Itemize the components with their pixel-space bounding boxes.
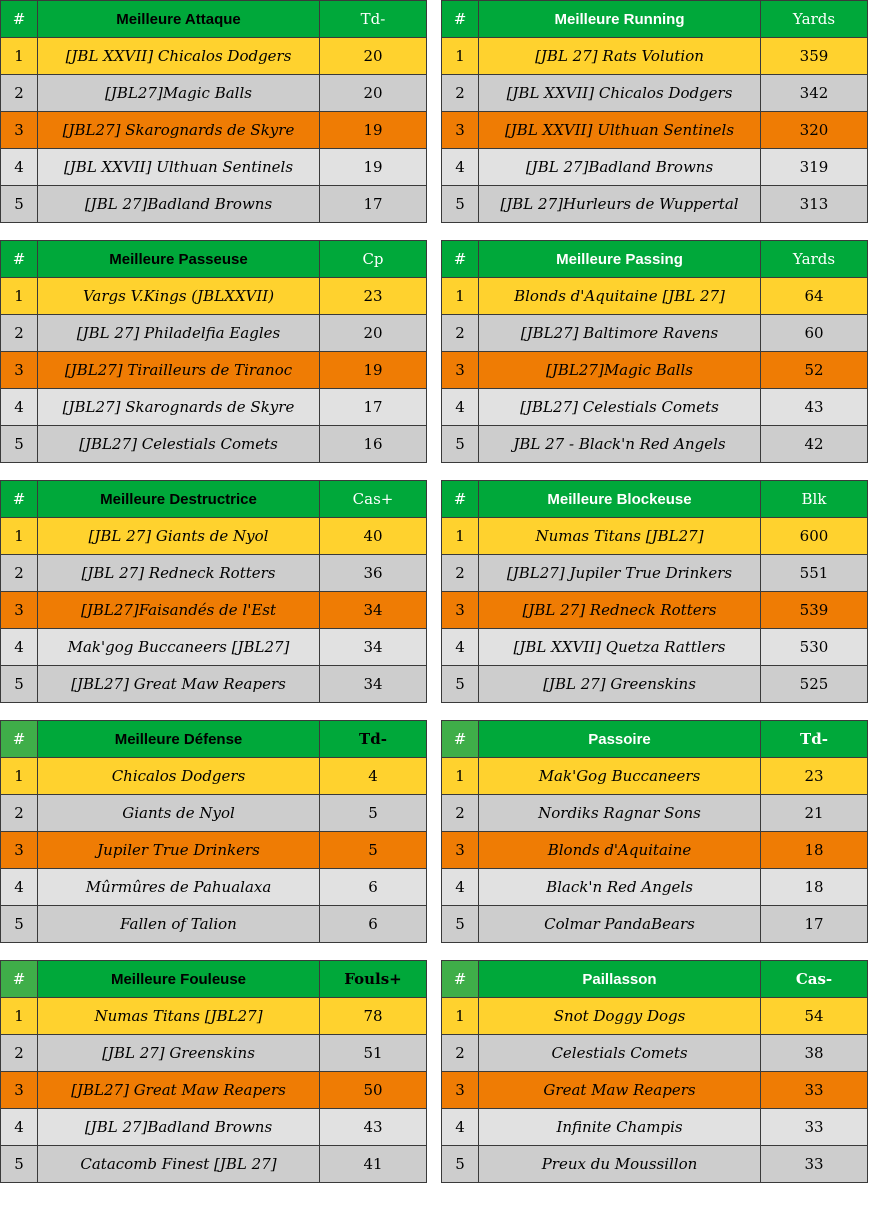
team-cell: Mûrmûres de Pahualaxa (38, 869, 320, 906)
value-cell: 5 (320, 795, 427, 832)
value-cell: 17 (761, 906, 868, 943)
rank-cell: 2 (442, 555, 479, 592)
value-cell: 33 (761, 1146, 868, 1183)
rank-cell: 2 (442, 1035, 479, 1072)
value-cell: 33 (761, 1072, 868, 1109)
table-row (1, 758, 427, 795)
value-cell: 320 (761, 112, 868, 149)
table-title: Meilleure Passeuse (38, 241, 320, 278)
table-row (442, 906, 868, 943)
rank-cell: 3 (1, 592, 38, 629)
stat-column-header: Cas+ (320, 481, 427, 518)
table-row (442, 518, 868, 555)
table-row (1, 112, 427, 149)
table-row (1, 186, 427, 223)
team-cell: Preux du Moussillon (479, 1146, 761, 1183)
table-row (1, 592, 427, 629)
value-cell: 20 (320, 315, 427, 352)
rank-column-header: # (1, 961, 38, 998)
rank-cell: 3 (442, 592, 479, 629)
value-cell: 60 (761, 315, 868, 352)
team-cell: Mak'Gog Buccaneers (479, 758, 761, 795)
value-cell: 19 (320, 112, 427, 149)
rank-cell: 2 (442, 75, 479, 112)
table-row (1, 389, 427, 426)
value-cell: 36 (320, 555, 427, 592)
table-meilleure-passing (441, 240, 868, 463)
value-cell: 20 (320, 75, 427, 112)
rank-cell: 1 (1, 998, 38, 1035)
table-row (1, 869, 427, 906)
value-cell: 530 (761, 629, 868, 666)
value-cell: 4 (320, 758, 427, 795)
value-cell: 539 (761, 592, 868, 629)
rank-cell: 1 (1, 278, 38, 315)
table-title: Meilleure Passing (479, 241, 761, 278)
team-cell: [JBL27] Skarognards de Skyre (38, 389, 320, 426)
table-header-row (442, 481, 868, 518)
team-cell: [JBL27] Skarognards de Skyre (38, 112, 320, 149)
stat-column-header: Td- (761, 721, 868, 758)
team-cell: Catacomb Finest [JBL 27] (38, 1146, 320, 1183)
table-meilleure-passeuse (0, 240, 427, 463)
rank-column-header: # (1, 1, 38, 38)
table-row (442, 1072, 868, 1109)
table-row (442, 1146, 868, 1183)
table-header-row (1, 241, 427, 278)
rank-column-header: # (1, 241, 38, 278)
rank-cell: 4 (442, 869, 479, 906)
team-cell: JBL 27 - Black'n Red Angels (479, 426, 761, 463)
table-row (1, 666, 427, 703)
stat-column-header: Yards (761, 241, 868, 278)
value-cell: 5 (320, 832, 427, 869)
stat-column-header: Cp (320, 241, 427, 278)
table-row (1, 832, 427, 869)
team-cell: [JBL27] Great Maw Reapers (38, 1072, 320, 1109)
value-cell: 43 (320, 1109, 427, 1146)
team-cell: [JBL 27]Badland Browns (38, 186, 320, 223)
value-cell: 551 (761, 555, 868, 592)
table-row (1, 629, 427, 666)
value-cell: 50 (320, 1072, 427, 1109)
table-row (442, 1035, 868, 1072)
value-cell: 42 (761, 426, 868, 463)
table-row (442, 38, 868, 75)
table-row (442, 629, 868, 666)
value-cell: 19 (320, 149, 427, 186)
rank-cell: 4 (442, 629, 479, 666)
value-cell: 64 (761, 278, 868, 315)
rank-cell: 2 (442, 315, 479, 352)
rank-cell: 3 (1, 112, 38, 149)
value-cell: 33 (761, 1109, 868, 1146)
team-cell: [JBL27] Baltimore Ravens (479, 315, 761, 352)
rank-cell: 1 (442, 278, 479, 315)
rank-cell: 3 (442, 352, 479, 389)
team-cell: Infinite Champis (479, 1109, 761, 1146)
team-cell: Colmar PandaBears (479, 906, 761, 943)
table-row (442, 592, 868, 629)
table-header-row (442, 241, 868, 278)
rank-cell: 5 (442, 906, 479, 943)
stat-column-header: Cas- (761, 961, 868, 998)
table-row (1, 998, 427, 1035)
team-cell: Black'n Red Angels (479, 869, 761, 906)
rank-cell: 5 (1, 666, 38, 703)
rank-cell: 1 (1, 38, 38, 75)
team-cell: [JBL 27] Greenskins (38, 1035, 320, 1072)
table-row (442, 832, 868, 869)
stat-column-header: Yards (761, 1, 868, 38)
team-cell: [JBL27] Great Maw Reapers (38, 666, 320, 703)
table-row (442, 112, 868, 149)
table-row (442, 315, 868, 352)
team-cell: [JBL XXVII] Chicalos Dodgers (479, 75, 761, 112)
rank-column-header: # (1, 721, 38, 758)
rank-column-header: # (442, 1, 479, 38)
table-row (1, 795, 427, 832)
table-paillasson (441, 960, 868, 1183)
rank-cell: 1 (442, 38, 479, 75)
team-cell: Vargs V.Kings (JBLXXVII) (38, 278, 320, 315)
rank-cell: 4 (442, 149, 479, 186)
value-cell: 19 (320, 352, 427, 389)
value-cell: 21 (761, 795, 868, 832)
table-row (1, 1109, 427, 1146)
value-cell: 23 (761, 758, 868, 795)
table-header-row (1, 1, 427, 38)
team-cell: [JBL 27] Redneck Rotters (38, 555, 320, 592)
rank-column-header: # (442, 481, 479, 518)
value-cell: 54 (761, 998, 868, 1035)
team-cell: Snot Doggy Dogs (479, 998, 761, 1035)
team-cell: [JBL 27] Rats Volution (479, 38, 761, 75)
table-title: Meilleure Attaque (38, 1, 320, 38)
value-cell: 41 (320, 1146, 427, 1183)
table-title: Paillasson (479, 961, 761, 998)
team-cell: [JBL 27]Hurleurs de Wuppertal (479, 186, 761, 223)
rank-cell: 1 (442, 758, 479, 795)
table-row (1, 149, 427, 186)
table-title: Meilleure Défense (38, 721, 320, 758)
value-cell: 34 (320, 592, 427, 629)
value-cell: 40 (320, 518, 427, 555)
table-header-row (1, 481, 427, 518)
rank-cell: 5 (1, 426, 38, 463)
team-cell: Giants de Nyol (38, 795, 320, 832)
table-header-row (442, 721, 868, 758)
rank-cell: 3 (1, 832, 38, 869)
table-row (1, 38, 427, 75)
value-cell: 51 (320, 1035, 427, 1072)
table-header-row (1, 961, 427, 998)
team-cell: Fallen of Talion (38, 906, 320, 943)
value-cell: 38 (761, 1035, 868, 1072)
value-cell: 319 (761, 149, 868, 186)
rank-cell: 3 (1, 1072, 38, 1109)
value-cell: 342 (761, 75, 868, 112)
table-row (1, 75, 427, 112)
team-cell: [JBL27] Tirailleurs de Tiranoc (38, 352, 320, 389)
value-cell: 313 (761, 186, 868, 223)
table-meilleure-attaque (0, 0, 427, 223)
team-cell: [JBL 27] Greenskins (479, 666, 761, 703)
rank-cell: 2 (1, 555, 38, 592)
table-meilleure-fouleuse (0, 960, 427, 1183)
value-cell: 600 (761, 518, 868, 555)
team-cell: Nordiks Ragnar Sons (479, 795, 761, 832)
table-row (1, 278, 427, 315)
rank-cell: 2 (1, 795, 38, 832)
stat-column-header: Td- (320, 1, 427, 38)
table-row (442, 186, 868, 223)
table-row (1, 352, 427, 389)
team-cell: [JBL XXVII] Ulthuan Sentinels (38, 149, 320, 186)
team-cell: [JBL 27] Redneck Rotters (479, 592, 761, 629)
team-cell: [JBL27]Magic Balls (38, 75, 320, 112)
rank-cell: 5 (442, 1146, 479, 1183)
stat-column-header: Td- (320, 721, 427, 758)
team-cell: Blonds d'Aquitaine [JBL 27] (479, 278, 761, 315)
table-row (1, 1035, 427, 1072)
value-cell: 359 (761, 38, 868, 75)
rank-column-header: # (442, 721, 479, 758)
rank-cell: 5 (1, 1146, 38, 1183)
table-header-row (442, 961, 868, 998)
table-header-row (442, 1, 868, 38)
team-cell: Numas Titans [JBL27] (479, 518, 761, 555)
rank-column-header: # (442, 961, 479, 998)
table-meilleure-destructrice (0, 480, 427, 703)
table-row (442, 389, 868, 426)
team-cell: [JBL27] Celestials Comets (479, 389, 761, 426)
table-row (1, 518, 427, 555)
value-cell: 52 (761, 352, 868, 389)
value-cell: 78 (320, 998, 427, 1035)
value-cell: 18 (761, 869, 868, 906)
team-cell: Mak'gog Buccaneers [JBL27] (38, 629, 320, 666)
rank-cell: 2 (442, 795, 479, 832)
rank-cell: 5 (442, 666, 479, 703)
table-row (442, 666, 868, 703)
team-cell: [JBL 27] Philadelfia Eagles (38, 315, 320, 352)
table-row (442, 998, 868, 1035)
table-title: Meilleure Running (479, 1, 761, 38)
table-row (442, 278, 868, 315)
table-row (1, 906, 427, 943)
rank-cell: 4 (442, 1109, 479, 1146)
stat-column-header: Fouls+ (320, 961, 427, 998)
value-cell: 23 (320, 278, 427, 315)
team-cell: Jupiler True Drinkers (38, 832, 320, 869)
team-cell: [JBL27] Celestials Comets (38, 426, 320, 463)
value-cell: 34 (320, 666, 427, 703)
table-header-row (1, 721, 427, 758)
rank-cell: 4 (1, 149, 38, 186)
rank-column-header: # (1, 481, 38, 518)
table-meilleure-blockeuse (441, 480, 868, 703)
team-cell: [JBL27]Magic Balls (479, 352, 761, 389)
table-row (442, 555, 868, 592)
table-row (442, 1109, 868, 1146)
table-row (442, 869, 868, 906)
table-row (442, 426, 868, 463)
team-cell: [JBL 27] Giants de Nyol (38, 518, 320, 555)
team-cell: [JBL 27]Badland Browns (479, 149, 761, 186)
rank-cell: 4 (1, 629, 38, 666)
table-row (1, 1072, 427, 1109)
rank-cell: 1 (1, 518, 38, 555)
rank-cell: 4 (1, 1109, 38, 1146)
table-row (1, 315, 427, 352)
team-cell: Numas Titans [JBL27] (38, 998, 320, 1035)
team-cell: [JBL XXVII] Ulthuan Sentinels (479, 112, 761, 149)
value-cell: 17 (320, 389, 427, 426)
table-row (442, 758, 868, 795)
value-cell: 17 (320, 186, 427, 223)
team-cell: Blonds d'Aquitaine (479, 832, 761, 869)
table-passoire (441, 720, 868, 943)
rank-cell: 1 (1, 758, 38, 795)
table-row (1, 426, 427, 463)
value-cell: 525 (761, 666, 868, 703)
table-meilleure-running (441, 0, 868, 223)
value-cell: 6 (320, 869, 427, 906)
value-cell: 16 (320, 426, 427, 463)
table-row (1, 555, 427, 592)
value-cell: 6 (320, 906, 427, 943)
table-title: Passoire (479, 721, 761, 758)
team-cell: [JBL 27]Badland Browns (38, 1109, 320, 1146)
table-title: Meilleure Fouleuse (38, 961, 320, 998)
team-cell: [JBL XXVII] Chicalos Dodgers (38, 38, 320, 75)
table-row (442, 75, 868, 112)
team-cell: [JBL27]Faisandés de l'Est (38, 592, 320, 629)
value-cell: 20 (320, 38, 427, 75)
team-cell: [JBL XXVII] Quetza Rattlers (479, 629, 761, 666)
table-row (1, 1146, 427, 1183)
rank-cell: 3 (1, 352, 38, 389)
team-cell: Chicalos Dodgers (38, 758, 320, 795)
value-cell: 18 (761, 832, 868, 869)
rank-cell: 4 (1, 389, 38, 426)
table-meilleure-defense (0, 720, 427, 943)
rank-column-header: # (442, 241, 479, 278)
table-title: Meilleure Blockeuse (479, 481, 761, 518)
team-cell: Celestials Comets (479, 1035, 761, 1072)
rank-cell: 5 (1, 186, 38, 223)
value-cell: 34 (320, 629, 427, 666)
rank-cell: 1 (442, 998, 479, 1035)
table-row (442, 149, 868, 186)
table-row (442, 795, 868, 832)
rank-cell: 1 (442, 518, 479, 555)
table-row (442, 352, 868, 389)
rank-cell: 3 (442, 112, 479, 149)
rank-cell: 3 (442, 832, 479, 869)
rank-cell: 5 (442, 426, 479, 463)
rank-cell: 2 (1, 1035, 38, 1072)
team-cell: Great Maw Reapers (479, 1072, 761, 1109)
rank-cell: 3 (442, 1072, 479, 1109)
table-title: Meilleure Destructrice (38, 481, 320, 518)
stat-column-header: Blk (761, 481, 868, 518)
rank-cell: 2 (1, 75, 38, 112)
rank-cell: 5 (1, 906, 38, 943)
team-cell: [JBL27] Jupiler True Drinkers (479, 555, 761, 592)
value-cell: 43 (761, 389, 868, 426)
rank-cell: 4 (1, 869, 38, 906)
rank-cell: 5 (442, 186, 479, 223)
rank-cell: 4 (442, 389, 479, 426)
rank-cell: 2 (1, 315, 38, 352)
